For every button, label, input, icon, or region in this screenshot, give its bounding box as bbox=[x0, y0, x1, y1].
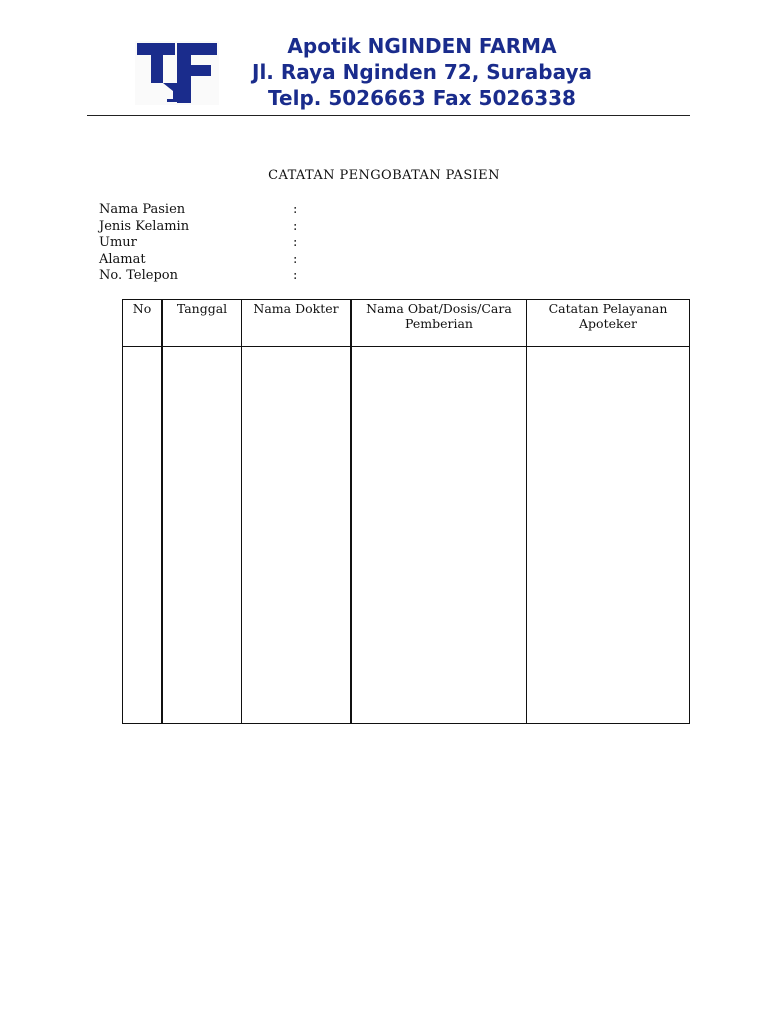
pharmacy-address: Jl. Raya Nginden 72, Surabaya bbox=[252, 60, 592, 84]
treatment-log-table bbox=[122, 299, 690, 724]
field-nama-pasien bbox=[99, 202, 313, 219]
table-header-row bbox=[123, 300, 690, 347]
column-header-tanggal: Tanggal bbox=[162, 300, 242, 347]
table-cell-no bbox=[123, 347, 163, 724]
field-label: Alamat bbox=[99, 251, 146, 267]
column-header-no: No bbox=[123, 300, 163, 347]
field-label: Nama Pasien bbox=[99, 202, 186, 217]
table-cell-obat-dosis bbox=[351, 347, 527, 724]
field-colon: : bbox=[293, 268, 298, 283]
pharmacy-logo-icon bbox=[133, 39, 221, 107]
field-no-telepon bbox=[99, 268, 313, 285]
patient-info-fields bbox=[99, 202, 313, 285]
field-colon: : bbox=[293, 235, 298, 250]
field-colon: : bbox=[293, 218, 298, 234]
table-cell-catatan-apoteker bbox=[527, 347, 690, 724]
pharmacy-header bbox=[232, 33, 612, 111]
header-divider bbox=[87, 115, 690, 116]
pharmacy-name: Apotik NGINDEN FARMA bbox=[287, 34, 557, 58]
treatment-log-table-wrap bbox=[122, 299, 690, 724]
column-header-nama-dokter: Nama Dokter bbox=[242, 300, 352, 347]
table-cell-tanggal bbox=[162, 347, 242, 724]
table-row bbox=[123, 347, 690, 724]
field-colon: : bbox=[293, 251, 298, 267]
pharmacy-phone: Telp. 5026663 Fax 5026338 bbox=[268, 86, 576, 110]
field-umur bbox=[99, 235, 313, 252]
field-colon: : bbox=[293, 202, 298, 217]
field-label: Jenis Kelamin bbox=[99, 218, 190, 234]
column-header-obat-dosis: Nama Obat/Dosis/Cara Pemberian bbox=[351, 300, 527, 347]
field-label: No. Telepon bbox=[99, 268, 178, 283]
document-title: CATATAN PENGOBATAN PASIEN bbox=[268, 168, 500, 183]
table-cell-nama-dokter bbox=[242, 347, 352, 724]
field-alamat bbox=[99, 252, 313, 269]
field-jenis-kelamin bbox=[99, 219, 313, 236]
field-label: Umur bbox=[99, 235, 137, 250]
column-header-catatan-apoteker: Catatan Pelayanan Apoteker bbox=[527, 300, 690, 347]
